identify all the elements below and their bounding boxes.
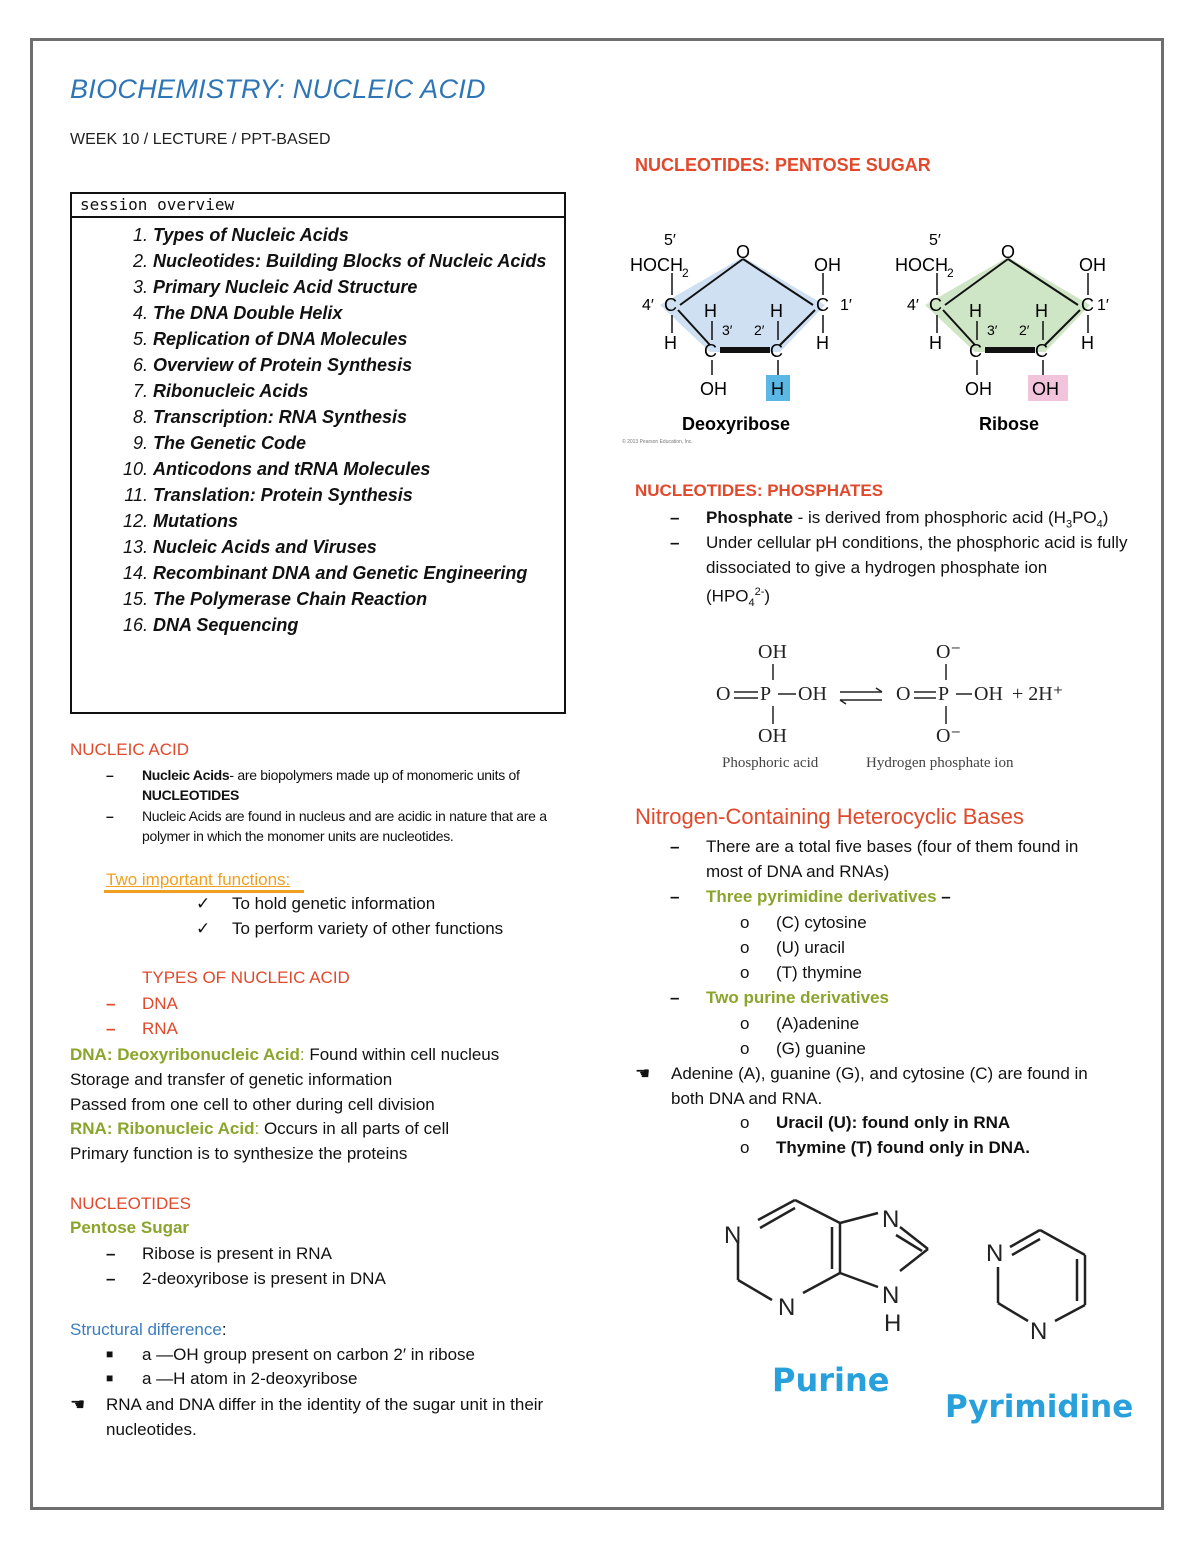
function-item-1: ✓ To hold genetic information [196, 894, 436, 913]
svg-text:OH: OH [758, 641, 787, 663]
svg-text:C: C [664, 295, 677, 315]
session-overview-list [72, 222, 564, 638]
types-heading: TYPES OF NUCLEIC ACID [142, 968, 350, 987]
svg-text:H: H [969, 301, 982, 321]
svg-text:OH: OH [798, 683, 827, 705]
overview-item-text: Translation: Protein Synthesis [153, 485, 413, 505]
svg-text:O⁻: O⁻ [936, 641, 961, 663]
base-structures-diagram [700, 1185, 1140, 1435]
overview-item [72, 248, 564, 274]
svg-text:2′: 2′ [1019, 322, 1030, 338]
deoxyribose-label: Deoxyribose [682, 414, 791, 434]
overview-item-number: 5. [132, 329, 148, 349]
structural-bullet-2: ■ a —H atom in 2-deoxyribose [106, 1369, 358, 1388]
svg-text:HOCH: HOCH [630, 255, 683, 275]
pointing-hand-icon: ☚ [70, 1395, 86, 1414]
phosphoric-acid-label: Phosphoric acid [722, 755, 819, 771]
svg-text:C: C [704, 341, 717, 361]
overview-item-text: The Polymerase Chain Reaction [153, 589, 428, 609]
page-title: BIOCHEMISTRY: NUCLEIC ACID [70, 74, 486, 104]
overview-item-number: 13. [122, 537, 148, 557]
svg-text:N: N [882, 1206, 900, 1233]
svg-text:H: H [664, 333, 677, 353]
purine-item-2: o (G) guanine [740, 1039, 866, 1058]
overview-item-text: Ribonucleic Acids [153, 381, 309, 401]
copyright-text: © 2013 Pearson Education, Inc. [622, 439, 693, 445]
overview-item-text: Overview of Protein Synthesis [153, 355, 413, 375]
overview-item-text: DNA Sequencing [153, 615, 299, 635]
svg-text:C: C [1035, 341, 1048, 361]
structural-difference-heading: Structural difference: [70, 1320, 227, 1339]
purine-structure [738, 1200, 928, 1300]
overview-item-number: 1. [132, 225, 148, 245]
svg-text:4′: 4′ [642, 297, 654, 314]
overview-item-number: 16. [122, 615, 148, 635]
svg-text:N: N [724, 1222, 742, 1249]
overview-item-number: 15. [122, 589, 148, 609]
svg-text:H: H [1081, 333, 1094, 353]
overview-item-text: Replication of DNA Molecules [153, 329, 408, 349]
overview-item-number: 11. [124, 485, 148, 505]
svg-text:C: C [816, 295, 829, 315]
dna-line-1: Storage and transfer of genetic information [70, 1070, 393, 1089]
overview-item-text: Transcription: RNA Synthesis [153, 407, 408, 427]
overview-item-number: 6. [132, 355, 148, 375]
uracil-note: o Uracil (U): found only in RNA [740, 1113, 1011, 1132]
rna-definition: RNA: Ribonucleic Acid: Occurs in all parts of cell [70, 1119, 450, 1138]
svg-text:C: C [1081, 295, 1094, 315]
svg-text:O: O [896, 683, 911, 705]
session-overview-box [70, 192, 566, 714]
pentose-bullet-2: – 2-deoxyribose is present in DNA [106, 1269, 386, 1288]
svg-text:C: C [770, 341, 783, 361]
svg-text:5′: 5′ [929, 232, 941, 249]
overview-item-text: Mutations [153, 511, 238, 531]
overview-item-text: Nucleic Acids and Viruses [153, 537, 377, 557]
svg-text:N: N [1030, 1318, 1048, 1345]
type-item-rna: – RNA [106, 1019, 178, 1038]
session-overview-heading: session overview [72, 194, 564, 218]
pyrimidine-item-2: o (U) uracil [740, 938, 845, 957]
overview-item [72, 560, 564, 586]
overview-item [72, 586, 564, 612]
svg-text:H: H [1035, 301, 1048, 321]
svg-text:4′: 4′ [907, 297, 919, 314]
overview-item [72, 430, 564, 456]
svg-text:H: H [929, 333, 942, 353]
overview-item-text: The DNA Double Helix [153, 303, 343, 323]
overview-item-text: Anticodons and tRNA Molecules [153, 459, 431, 479]
svg-text:2′: 2′ [754, 322, 765, 338]
nucleotides-term: NUCLEOTIDES [142, 787, 240, 803]
svg-text:+ 2H⁺: + 2H⁺ [1012, 683, 1064, 705]
bases-note: ☚ Adenine (A), guanine (G), and cytosine (C) are found in both DNA and RNA. [635, 1061, 1115, 1111]
overview-item [72, 352, 564, 378]
svg-text:N: N [778, 1294, 796, 1321]
pointing-hand-icon: ☚ [635, 1064, 651, 1083]
pyrimidine-item-1: o (C) cytosine [740, 913, 867, 932]
overview-item-number: 2. [132, 251, 148, 271]
nucleic-acids-definition: - are biopolymers made up of monomeric units of [229, 767, 520, 783]
svg-text:OH: OH [1032, 379, 1059, 399]
svg-text:H: H [816, 333, 829, 353]
svg-text:OH: OH [1079, 255, 1106, 275]
svg-text:5′: 5′ [664, 232, 676, 249]
dna-line-2: Passed from one cell to other during cell division [70, 1095, 435, 1114]
svg-text:H: H [704, 301, 717, 321]
svg-text:OH: OH [700, 379, 727, 399]
overview-item-number: 8. [132, 407, 148, 427]
svg-text:3′: 3′ [722, 322, 733, 338]
thymine-note: o Thymine (T) found only in DNA. [740, 1138, 1031, 1157]
nucleic-acid-bullet-2-text: Nucleic Acids are found in nucleus and are acidic in nature that are a polymer in which the monomer units are nucleotides. [142, 808, 547, 844]
ribose-structure [895, 232, 1109, 434]
overview-item-number: 9. [132, 433, 148, 453]
overview-item [72, 326, 564, 352]
bases-heading: Nitrogen-Containing Heterocyclic Bases [635, 804, 1024, 829]
overview-item-number: 4. [132, 303, 148, 323]
overview-item-number: 14. [122, 563, 148, 583]
overview-item-text: Nucleotides: Building Blocks of Nucleic Acids [153, 251, 547, 271]
svg-text:O: O [736, 242, 751, 262]
svg-text:H: H [884, 1310, 902, 1337]
phosphate-bullet-2: – Under cellular pH conditions, the phosphoric acid is fully dissociated to give a hydrogen phosphate ion $(HPO_4^{2-})$ [670, 533, 1128, 610]
svg-text:OH: OH [965, 379, 992, 399]
bases-bullet-1: – There are a total five bases (four of them found in most of DNA and RNAs) [670, 837, 1079, 881]
svg-text:H: H [770, 301, 783, 321]
purine-heading: – Two purine derivatives [670, 988, 889, 1007]
svg-text:N: N [986, 1240, 1004, 1267]
overview-item [72, 404, 564, 430]
overview-item-number: 12. [122, 511, 148, 531]
structural-bullet-1: ■ a —OH group present on carbon 2′ in ribose [106, 1345, 475, 1364]
phosphate-equation [700, 630, 1120, 780]
nucleic-acid-bullet-2: – Nucleic Acids are found in nucleus and are acidic in nature that are a polymer in which the monomer units are nucleotides. [106, 806, 556, 846]
overview-item-text: Recombinant DNA and Genetic Engineering [153, 563, 528, 583]
overview-item [72, 456, 564, 482]
pentose-bullet-1: – Ribose is present in RNA [106, 1244, 332, 1263]
overview-item [72, 482, 564, 508]
overview-item-number: 7. [132, 381, 148, 401]
svg-text:OH: OH [974, 683, 1003, 705]
svg-text:2: 2 [947, 266, 954, 280]
overview-item [72, 534, 564, 560]
nucleic-acid-heading: NUCLEIC ACID [70, 740, 190, 759]
functions-heading: Two important functions: [106, 870, 291, 889]
svg-text:1′: 1′ [840, 297, 852, 314]
svg-text:HOCH: HOCH [895, 255, 948, 275]
nucleotides-heading: NUCLEOTIDES [70, 1194, 191, 1213]
svg-text:C: C [929, 295, 942, 315]
hydrogen-phosphate-label: Hydrogen phosphate ion [866, 755, 1014, 771]
svg-text:O: O [1001, 242, 1016, 262]
function-item-2: ✓ To perform variety of other functions [196, 919, 504, 938]
svg-text:P: P [938, 683, 950, 705]
purine-label: Purine [772, 1361, 890, 1399]
overview-item [72, 378, 564, 404]
svg-text:OH: OH [814, 255, 841, 275]
nucleic-acids-term: Nucleic Acids [142, 767, 230, 783]
svg-text:N: N [882, 1282, 900, 1309]
svg-text:H: H [771, 379, 784, 399]
svg-text:O⁻: O⁻ [936, 725, 961, 747]
deoxyribose-structure [622, 232, 852, 445]
structural-note: ☚ RNA and DNA differ in the identity of the sugar unit in their nucleotides. [70, 1392, 570, 1442]
pyrimidine-item-3: o (T) thymine [740, 963, 862, 982]
svg-text:3′: 3′ [987, 322, 998, 338]
pentose-sugar-subheading: Pentose Sugar [70, 1218, 190, 1237]
pentose-sugar-heading: NUCLEOTIDES: PENTOSE SUGAR [635, 155, 931, 175]
overview-item [72, 612, 564, 638]
overview-item-text: The Genetic Code [153, 433, 307, 453]
pentose-sugar-diagram [620, 225, 1120, 445]
type-item-dna: – DNA [106, 994, 178, 1013]
overview-item [72, 274, 564, 300]
overview-item-number: 3. [132, 277, 148, 297]
overview-item-text: Types of Nucleic Acids [153, 225, 349, 245]
page-subtitle: WEEK 10 / LECTURE / PPT-BASED [70, 131, 331, 148]
overview-item [72, 300, 564, 326]
svg-text:C: C [969, 341, 982, 361]
overview-item-text: Primary Nucleic Acid Structure [153, 277, 418, 297]
overview-item [72, 508, 564, 534]
pyrimidine-heading: – Three pyrimidine derivatives – [670, 887, 951, 906]
svg-text:O: O [716, 683, 731, 705]
purine-item-1: o (A)adenine [740, 1014, 860, 1033]
pyrimidine-label: Pyrimidine [945, 1389, 1134, 1425]
rna-line: Primary function is to synthesize the proteins [70, 1144, 408, 1163]
svg-text:P: P [760, 683, 772, 705]
phosphates-heading: NUCLEOTIDES: PHOSPHATES [635, 481, 884, 500]
svg-text:1′: 1′ [1097, 297, 1109, 314]
nucleic-acid-bullet-1: – Nucleic Acids- are biopolymers made up of monomeric units of NUCLEOTIDES [106, 767, 520, 803]
svg-text:OH: OH [758, 725, 787, 747]
dna-definition: DNA: Deoxyribonucleic Acid: Found within cell nucleus [70, 1045, 500, 1064]
pyrimidine-structure [998, 1230, 1085, 1321]
overview-item-number: 10. [122, 459, 148, 479]
svg-text:2: 2 [682, 266, 689, 280]
phosphate-bullet-1: – Phosphate - is derived from phosphoric acid $(H_3PO_4)$ [670, 508, 1109, 531]
overview-item [72, 222, 564, 248]
ribose-label: Ribose [979, 414, 1040, 434]
